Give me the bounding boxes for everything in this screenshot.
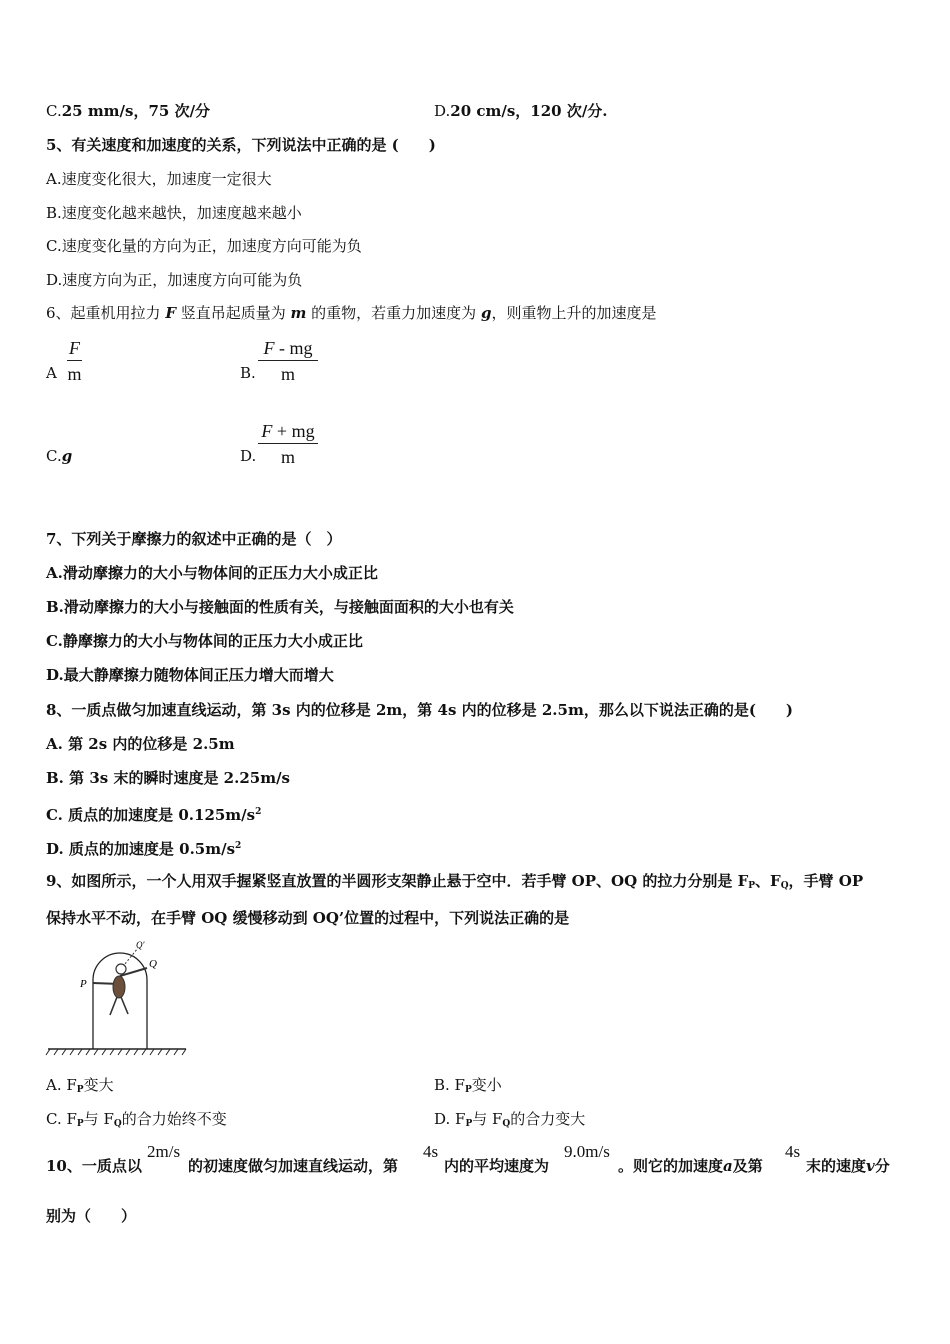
option-text: 20 cm/s，120 次/分. bbox=[450, 102, 608, 120]
option-label: C. bbox=[46, 102, 62, 120]
label-q: Q bbox=[149, 958, 157, 970]
q10-text-5: 末的速度v分 bbox=[806, 1157, 890, 1175]
q10-text-4: 。则它的加速度a及第 bbox=[618, 1157, 763, 1175]
label-p: P bbox=[80, 978, 87, 990]
q8-stem: 8、一质点做匀加速直线运动，第 3s 内的位移是 2m，第 4s 内的位移是 2.5m，那么以下说法正确的是( ) bbox=[46, 701, 794, 719]
q9-option-b[interactable]: B. $F_P$变小 bbox=[434, 1076, 502, 1095]
q9-stem-line1: 9、如图所示，一个人用双手握紧竖直放置的半圆形支架静止悬于空中．若手臂 OP、OQ 的拉力分别是 $F_P$、$F_Q$，手臂 OP bbox=[46, 872, 864, 891]
person-head bbox=[116, 964, 126, 974]
q10-time-4s-second: 4s bbox=[785, 1142, 801, 1161]
q9-option-a[interactable]: A. $F_P$变大 bbox=[46, 1076, 114, 1095]
q5-option-d[interactable]: D.速度方向为正，加速度方向可能为负 bbox=[46, 271, 303, 289]
q10-initial-velocity: 2m/s bbox=[147, 1142, 181, 1161]
q7-option-a[interactable]: A.滑动摩擦力的大小与物体间的正压力大小成正比 bbox=[46, 564, 378, 582]
q9-option-d[interactable]: D. $F_P$与 $F_Q$的合力变大 bbox=[434, 1110, 586, 1129]
q5-option-b[interactable]: B.速度变化越来越快，加速度越来越小 bbox=[46, 204, 302, 222]
q7-option-d[interactable]: D.最大静摩擦力随物体间正压力增大而增大 bbox=[46, 666, 334, 684]
q6-option-b-label[interactable]: B. bbox=[240, 364, 256, 382]
q7-option-b[interactable]: B.滑动摩擦力的大小与接触面的性质有关，与接触面面积的大小也有关 bbox=[46, 598, 514, 616]
q6-option-a-label[interactable]: A bbox=[46, 364, 57, 382]
q9-stem-line2: 保持水平不动，在手臂 OQ 缓慢移动到 OQ’位置的过程中，下列说法正确的是 bbox=[46, 909, 570, 927]
q10-text-3: 内的平均速度为 bbox=[444, 1157, 550, 1175]
ground-hatching bbox=[46, 1049, 186, 1055]
person-leg-left bbox=[110, 997, 117, 1015]
q10-time-4s: 4s bbox=[423, 1142, 439, 1161]
q5-stem: 5、有关速度和加速度的关系，下列说法中正确的是 ( ) bbox=[46, 136, 436, 154]
q5-option-c[interactable]: C.速度变化量的方向为正，加速度方向可能为负 bbox=[46, 237, 362, 255]
option-text: 25 mm/s，75 次/分 bbox=[61, 102, 211, 120]
q8-option-a[interactable]: A. 第 2s 内的位移是 2.5m bbox=[46, 735, 235, 753]
q6-option-d-label[interactable]: D. bbox=[240, 447, 257, 465]
person-leg-right bbox=[121, 997, 128, 1014]
person-body bbox=[113, 976, 125, 998]
q6-option-a-fraction[interactable]: $\frac{F}{m}$ bbox=[67, 338, 82, 384]
q7-option-c[interactable]: C.静摩擦力的大小与物体间的正压力大小成正比 bbox=[46, 632, 363, 650]
q6-option-c[interactable]: C.g bbox=[46, 447, 73, 465]
q6-option-d-fraction[interactable]: $\frac{F + mg}{m}$ bbox=[258, 419, 318, 470]
q6-option-b-fraction[interactable]: $\frac{F - mg}{m}$ bbox=[258, 336, 318, 387]
q9-option-c[interactable]: C. $F_P$与 $F_Q$的合力始终不变 bbox=[46, 1110, 227, 1129]
q7-stem: 7、下列关于摩擦力的叙述中正确的是（ ） bbox=[46, 530, 342, 548]
label-q-prime: Q' bbox=[136, 940, 145, 950]
q4-option-d[interactable] bbox=[434, 101, 608, 121]
q5-option-a[interactable]: A.速度变化很大，加速度一定很大 bbox=[46, 170, 272, 188]
q10-average-velocity: 9.0m/s bbox=[564, 1142, 610, 1161]
q6-stem: 6、起重机用拉力 F 竖直吊起质量为 m 的重物，若重力加速度为 g，则重物上升的加速度是 bbox=[46, 304, 657, 322]
q10-stem-line2: 别为（ ） bbox=[46, 1207, 137, 1225]
q10-text-2: 的初速度做匀加速直线运动，第 bbox=[188, 1157, 399, 1175]
q10-text-1: 10、一质点以 bbox=[46, 1157, 142, 1175]
q8-option-c[interactable]: C. 质点的加速度是 $0.125m/s^2$ bbox=[46, 806, 262, 824]
q9-figure-person-hanging-on-arch bbox=[44, 940, 194, 1056]
q4-option-c[interactable] bbox=[46, 101, 210, 121]
q8-option-d[interactable]: D. 质点的加速度是 $0.5m/s^2$ bbox=[46, 840, 242, 858]
option-label: D. bbox=[434, 102, 451, 120]
q8-option-b[interactable]: B. 第 3s 末的瞬时速度是 2.25m/s bbox=[46, 769, 290, 787]
